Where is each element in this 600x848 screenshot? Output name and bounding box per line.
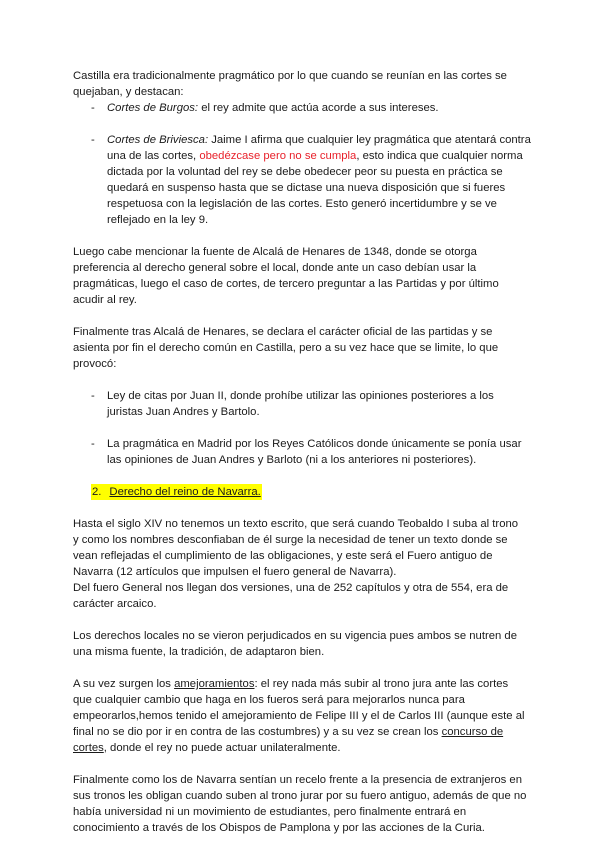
ley-citas-text: Ley de citas por Juan II, donde prohíbe utilizar las opiniones posteriores a los juristas Juan Andres y Bartolo.: [107, 390, 494, 418]
dash-bullet: -: [91, 102, 95, 114]
cortes-briviesca-text-a: Jaime I afirma que cualquier ley pragmática que atentará contra una de las cortes,: [107, 134, 531, 162]
cortes-briviesca-text-b: , esto indica que cualquier norma dictada por la voluntad del rey se debe obedecer peor su puesta en práctica se quedará en suspenso hasta que se dictase una nueva disposición que si fueres respetuosa con la legislación de las cortes. Esto generó incertidumbre y se ve reflejado en la ley 9.: [107, 150, 523, 226]
navarra-text-b: Del fuero General nos llegan dos versiones, una de 252 capítulos y otra de 554, era de carácter arcaico.: [73, 582, 509, 610]
navarra-paragraph: [73, 516, 521, 612]
highlighted-heading: [91, 484, 262, 500]
cortes-briviesca-label: Cortes de Briviesca:: [107, 134, 209, 146]
amejoramientos-term: amejoramientos: [174, 678, 255, 690]
cortes-burgos-text: el rey admite que actúa acorde a sus intereses.: [198, 102, 439, 114]
amejoramientos-text-post: , donde el rey no puede actuar unilateralmente.: [103, 742, 341, 754]
dash-bullet: -: [91, 134, 95, 146]
alcala-paragraph: Luego cabe mencionar la fuente de Alcalá de Henares de 1348, donde se otorga preferencia al derecho general sobre el local, donde ante un caso debían usar la pragmáticas, luego el caso de cortes, de tercero preguntar a las Partidas y por último acudir al rey.: [73, 246, 499, 306]
highlighted-quote: obedézcase pero no se cumpla: [199, 150, 357, 162]
intro-line-2: quejaban, y destacan:: [73, 86, 184, 98]
finalmente-paragraph: Finalmente tras Alcalá de Henares, se declara el carácter oficial de las partidas y se asienta por fin el derecho común en Castilla, pero a su vez hace que se limite, lo que provocó:: [73, 326, 499, 370]
list-item-pragmatica-madrid: [73, 436, 533, 468]
intro-paragraph: [73, 68, 528, 100]
heading-title: Derecho del reino de Navarra.: [109, 486, 261, 498]
amejoramientos-paragraph: [73, 676, 527, 756]
heading-number: 2.: [92, 486, 102, 498]
intro-line-1: Castilla era tradicionalmente pragmático por lo que cuando se reunían en las cortes se: [73, 70, 507, 82]
concurso-cortes-term: concurso de cortes: [73, 726, 504, 754]
navarra-text-a: Hasta el siglo XIV no tenemos un texto escrito, que será cuando Teobaldo I suba al trono y como los nombres desconfiaban de él surge la necesidad de tener un texto donde se vean reflejadas el cumplimiento de las obligaciones, y este será el Fuero antiguo de Navarra (12 artículos que impulsen el fuero general de Navarra).: [73, 518, 519, 578]
amejoramientos-text-pre: A su vez surgen los: [73, 678, 175, 690]
pragmatica-madrid-text: La pragmática en Madrid por los Reyes Católicos donde únicamente se ponía usar las opiniones de Juan Andres y Barloto (ni a los anteriores ni posteriores).: [107, 438, 522, 466]
list-item-cortes-burgos: [73, 100, 528, 116]
list-item-ley-citas: [73, 388, 531, 420]
section-heading: [73, 484, 528, 500]
list-item-cortes-briviesca: [73, 132, 533, 228]
dash-bullet: -: [91, 438, 95, 450]
final-paragraph: Finalmente como los de Navarra sentían un recelo frente a la presencia de extranjeros en sus tronos les obligan cuando suben al trono jurar por su fuero antiguo, además de que no había universidad ni un movimiento de estudiantes, pero finalmente entrará en conocimiento a través de los Obispos de Pamplona y por las acciones de la Curia.: [73, 774, 527, 834]
derechos-locales-paragraph: Los derechos locales no se vieron perjudicados en su vigencia pues ambos se nutren de una misma fuente, la tradición, de adaptaron bien.: [73, 630, 517, 658]
amejoramientos-text-mid: : el rey nada más subir al trono jura ante las cortes que cualquier cambio que haga en los fueros será para mejorarlos nunca para empeorarlos,hemos tenido el amejoramiento de Felipe III y el de Carlos III (aunque este al final no se dio por ir en contra de las costumbres) y a su vez se crean los: [73, 678, 525, 738]
dash-bullet: -: [91, 390, 95, 402]
cortes-burgos-label: Cortes de Burgos:: [107, 102, 199, 114]
